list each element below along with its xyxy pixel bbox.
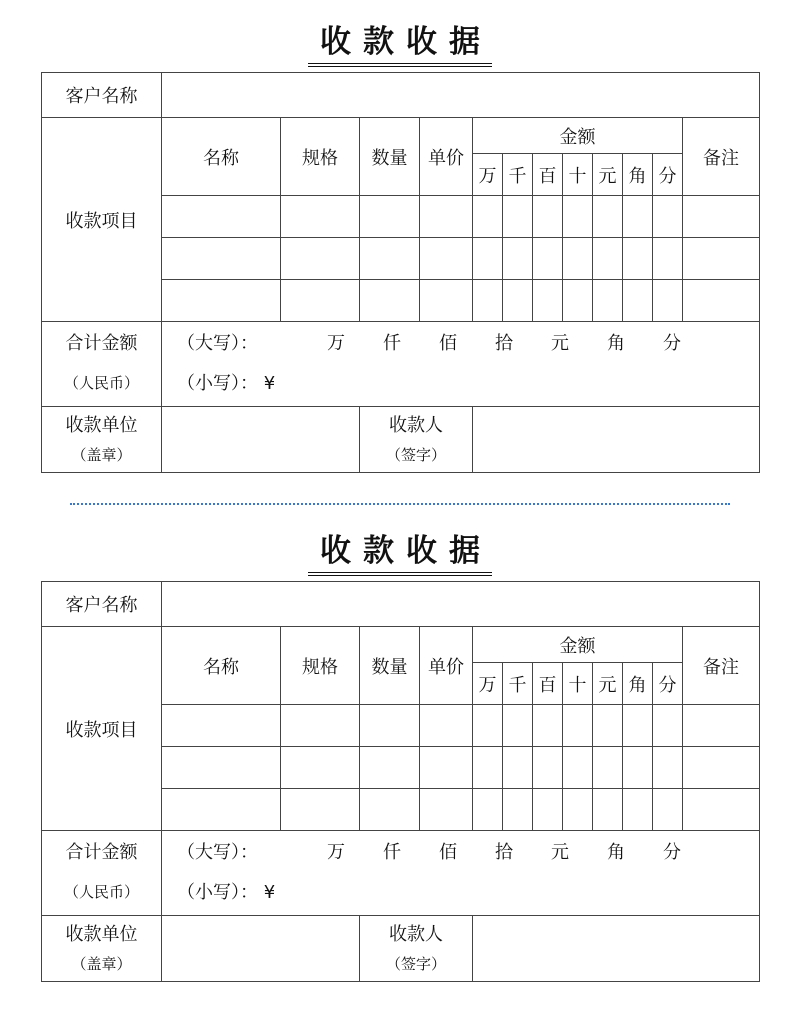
digit-header: 万 (473, 663, 503, 705)
item-digit-cell[interactable] (533, 789, 563, 831)
unit-char: 佰 (439, 333, 457, 354)
digit-header: 万 (473, 154, 503, 196)
item-digit-cell[interactable] (653, 789, 683, 831)
unit-char: 仟 (383, 333, 401, 354)
item-digit-cell[interactable] (503, 280, 533, 322)
item-digit-cell[interactable] (563, 238, 593, 280)
item-spec-cell[interactable] (281, 747, 360, 789)
item-digit-cell[interactable] (533, 747, 563, 789)
digit-header: 角 (623, 154, 653, 196)
digit-header: 千 (503, 663, 533, 705)
item-price-cell[interactable] (420, 196, 473, 238)
col-note-header: 备注 (683, 627, 760, 705)
seal-label: （盖章） (71, 445, 132, 464)
item-digit-cell[interactable] (503, 747, 533, 789)
item-price-cell[interactable] (420, 280, 473, 322)
unit-label-cell (42, 916, 162, 982)
total-label: 合计金额 (65, 333, 138, 354)
item-spec-cell[interactable] (281, 238, 360, 280)
item-name-cell[interactable] (162, 280, 281, 322)
item-digit-cell[interactable] (533, 238, 563, 280)
item-digit-cell[interactable] (563, 789, 593, 831)
col-amount-header: 金额 (473, 118, 683, 154)
item-digit-cell[interactable] (653, 238, 683, 280)
item-qty-cell[interactable] (360, 196, 420, 238)
item-digit-cell[interactable] (503, 196, 533, 238)
unit-char: 万 (327, 333, 345, 354)
digit-header: 十 (563, 663, 593, 705)
item-digit-cell[interactable] (473, 280, 503, 322)
col-spec-header: 规格 (281, 118, 360, 196)
total-sub-label: （人民币） (63, 883, 139, 901)
item-price-cell[interactable] (420, 238, 473, 280)
col-qty-header: 数量 (360, 627, 420, 705)
digit-header: 分 (653, 663, 683, 705)
item-qty-cell[interactable] (360, 747, 420, 789)
item-name-cell[interactable] (162, 747, 281, 789)
xiaoxie-label: （小写）： ¥ (177, 373, 276, 394)
item-spec-cell[interactable] (281, 280, 360, 322)
unit-seal-field[interactable] (162, 916, 360, 982)
item-price-cell[interactable] (420, 705, 473, 747)
item-qty-cell[interactable] (360, 238, 420, 280)
item-digit-cell[interactable] (623, 747, 653, 789)
receipt-table (41, 581, 760, 982)
item-digit-cell[interactable] (503, 238, 533, 280)
item-digit-cell[interactable] (533, 280, 563, 322)
item-digit-cell[interactable] (653, 196, 683, 238)
unit-char: 分 (663, 333, 681, 354)
digit-header: 元 (593, 663, 623, 705)
unit-char: 拾 (495, 333, 513, 354)
payee-sign-field[interactable] (473, 407, 760, 473)
item-price-cell[interactable] (420, 747, 473, 789)
daxie-units (308, 833, 700, 873)
col-spec-header: 规格 (281, 627, 360, 705)
col-name-header: 名称 (162, 118, 281, 196)
unit-seal-field[interactable] (162, 407, 360, 473)
total-label-cell (42, 831, 162, 916)
col-name-header: 名称 (162, 627, 281, 705)
payee-label: 收款人 (389, 923, 443, 945)
item-name-cell[interactable] (162, 238, 281, 280)
item-digit-cell[interactable] (563, 705, 593, 747)
receipt-title-wrap (0, 22, 800, 67)
col-price-header: 单价 (420, 627, 473, 705)
item-note-cell[interactable] (683, 789, 760, 831)
item-digit-cell[interactable] (593, 280, 623, 322)
item-note-cell[interactable] (683, 747, 760, 789)
unit-char: 万 (327, 842, 345, 863)
digit-header: 千 (503, 154, 533, 196)
item-note-cell[interactable] (683, 238, 760, 280)
item-note-cell[interactable] (683, 196, 760, 238)
item-digit-cell[interactable] (593, 238, 623, 280)
cut-line-divider (70, 503, 730, 505)
customer-label: 客户名称 (42, 582, 162, 627)
item-qty-cell[interactable] (360, 705, 420, 747)
item-note-cell[interactable] (683, 705, 760, 747)
total-amount-field[interactable] (162, 831, 760, 916)
sign-label: （签字） (385, 445, 446, 464)
item-spec-cell[interactable] (281, 789, 360, 831)
item-digit-cell[interactable] (623, 280, 653, 322)
item-digit-cell[interactable] (503, 705, 533, 747)
payee-label-cell (360, 407, 473, 473)
unit-char: 元 (551, 842, 569, 863)
total-amount-field[interactable] (162, 322, 760, 407)
item-digit-cell[interactable] (533, 196, 563, 238)
daxie-label: （大写）： (177, 842, 258, 863)
item-digit-cell[interactable] (593, 747, 623, 789)
item-digit-cell[interactable] (473, 196, 503, 238)
item-digit-cell[interactable] (563, 196, 593, 238)
unit-char: 拾 (495, 842, 513, 863)
item-price-cell[interactable] (420, 789, 473, 831)
digit-header: 百 (533, 663, 563, 705)
item-digit-cell[interactable] (563, 280, 593, 322)
item-name-cell[interactable] (162, 196, 281, 238)
item-digit-cell[interactable] (653, 747, 683, 789)
receipt-title: 收款收据 (308, 531, 492, 576)
item-digit-cell[interactable] (593, 789, 623, 831)
item-digit-cell[interactable] (473, 747, 503, 789)
item-digit-cell[interactable] (623, 238, 653, 280)
items-label: 收款项目 (42, 118, 162, 322)
item-digit-cell[interactable] (473, 238, 503, 280)
item-digit-cell[interactable] (623, 705, 653, 747)
receipt-table (41, 72, 760, 473)
item-digit-cell[interactable] (593, 705, 623, 747)
unit-label-cell (42, 407, 162, 473)
item-digit-cell[interactable] (473, 705, 503, 747)
item-name-cell[interactable] (162, 789, 281, 831)
daxie-label: （大写）： (177, 333, 258, 354)
item-name-cell[interactable] (162, 705, 281, 747)
item-spec-cell[interactable] (281, 196, 360, 238)
item-digit-cell[interactable] (533, 705, 563, 747)
sign-label: （签字） (385, 954, 446, 973)
payee-label-cell (360, 916, 473, 982)
total-sub-label: （人民币） (63, 374, 139, 392)
item-digit-cell[interactable] (653, 280, 683, 322)
col-note-header: 备注 (683, 118, 760, 196)
unit-label: 收款单位 (65, 923, 138, 945)
item-qty-cell[interactable] (360, 280, 420, 322)
item-qty-cell[interactable] (360, 789, 420, 831)
digit-header: 百 (533, 154, 563, 196)
col-amount-header: 金额 (473, 627, 683, 663)
unit-char: 仟 (383, 842, 401, 863)
digit-header: 分 (653, 154, 683, 196)
item-digit-cell[interactable] (623, 789, 653, 831)
item-spec-cell[interactable] (281, 705, 360, 747)
col-price-header: 单价 (420, 118, 473, 196)
daxie-units (308, 324, 700, 364)
total-label: 合计金额 (65, 842, 138, 863)
unit-char: 角 (607, 842, 625, 863)
customer-name-field[interactable] (162, 73, 760, 118)
items-label: 收款项目 (42, 627, 162, 831)
digit-header: 角 (623, 663, 653, 705)
item-digit-cell[interactable] (593, 196, 623, 238)
unit-char: 元 (551, 333, 569, 354)
seal-label: （盖章） (71, 954, 132, 973)
xiaoxie-label: （小写）： ¥ (177, 882, 276, 903)
item-digit-cell[interactable] (503, 789, 533, 831)
unit-char: 佰 (439, 842, 457, 863)
receipt-title-wrap (0, 531, 800, 576)
unit-char: 分 (663, 842, 681, 863)
unit-label: 收款单位 (65, 414, 138, 436)
digit-header: 十 (563, 154, 593, 196)
item-digit-cell[interactable] (653, 705, 683, 747)
item-digit-cell[interactable] (473, 789, 503, 831)
total-label-cell (42, 322, 162, 407)
item-digit-cell[interactable] (623, 196, 653, 238)
receipt-title: 收款收据 (308, 22, 492, 67)
customer-label: 客户名称 (42, 73, 162, 118)
col-qty-header: 数量 (360, 118, 420, 196)
customer-name-field[interactable] (162, 582, 760, 627)
item-note-cell[interactable] (683, 280, 760, 322)
unit-char: 角 (607, 333, 625, 354)
item-digit-cell[interactable] (563, 747, 593, 789)
payee-label: 收款人 (389, 414, 443, 436)
payee-sign-field[interactable] (473, 916, 760, 982)
digit-header: 元 (593, 154, 623, 196)
